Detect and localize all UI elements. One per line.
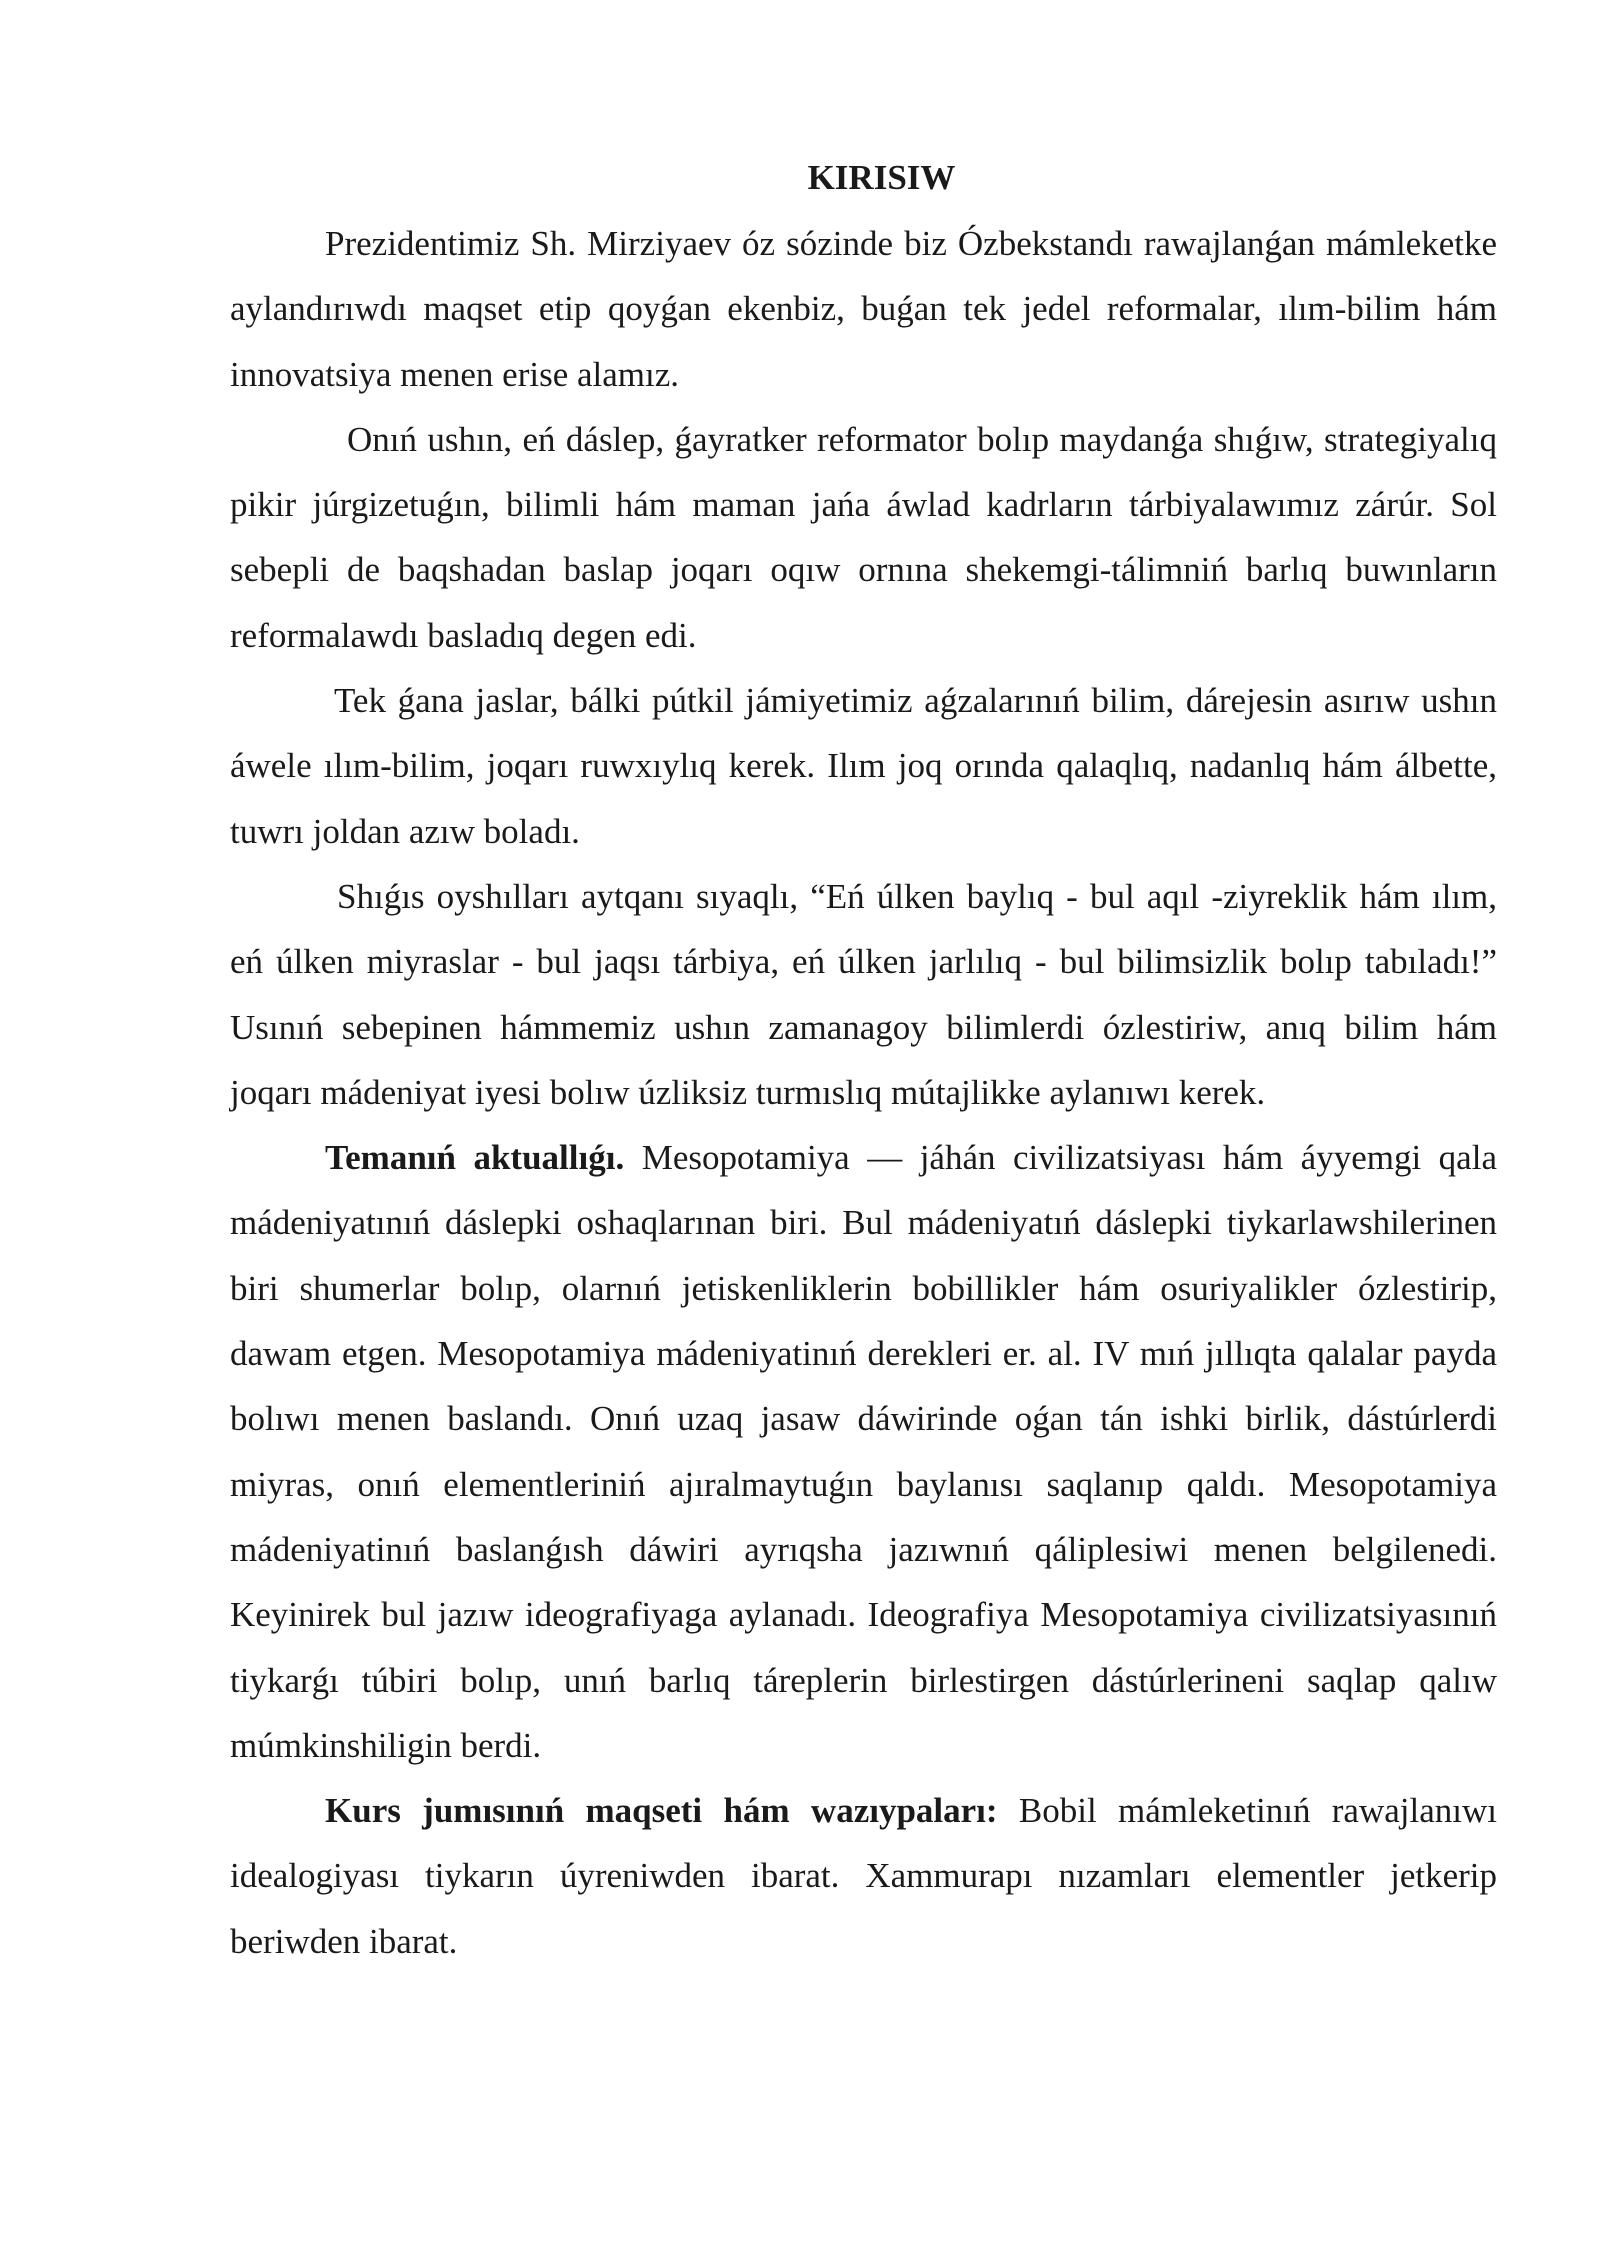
paragraph-goals [230,1778,1497,1974]
paragraph-text: Onıń ushın, eń dáslep, ǵayratker reformator bolıp maydanǵa shıǵıw, strategiyalıq pikir júrgizetuǵın, bilimli hám maman jańa áwlad kadrların tárbiyalawımız zárúr. Sol sebepli de baqshadan baslap joqarı oqıw ornına shekemgi-tálimniń barlıq buwınların reformalawdı basladıq degen edi. [230,419,1497,655]
paragraph-text: Prezidentimiz Sh. Mirziyaev óz sózinde biz Ózbekstandı rawajlanǵan mámleketke aylandırıwdı maqset etip qoyǵan ekenbiz, buǵan tek jedel reformalar, ılım-bilim hám innovatsiya menen erise alamız. [230,224,1497,394]
section-heading: KIRISIW [807,158,956,197]
paragraph [230,407,1497,668]
paragraph-lead: Kurs jumısınıń maqseti hám wazıypaları: [325,1791,998,1831]
paragraph-relevance [230,1125,1497,1778]
paragraph-text: Mesopotamiya — jáhán civilizatsiyası hám áyyemgi qala mádeniyatınıń dáslepki oshaqlarınan biri. Bul mádeniyatıń dáslepki tiykarlawshilerinen biri shumerlar bolıp, olarnıń jetiskenliklerin bobillikler hám osuriyalikler ózlestirip, dawam etgen. Mesopotamiya mádeniyatinıń derekleri er. al. IV mıń jıllıqta qalalar payda bolıwı menen baslandı. Onıń uzaq jasaw dáwirinde oǵan tán ishki birlik, dástúrlerdi miyras, onıń elementleriniń ajıralmaytuǵın baylanısı saqlanıp qaldı. Mesopotamiya mádeniyatinıń baslanǵısh dáwiri ayrıqsha jazıwnıń qáliplesiwi menen belgilenedi. Keyinirek bul jazıw ideografiyaga aylanadı. Ideografiya Mesopotamiya civilizatsiyasınıń tiykarǵı túbiri bolıp, unıń barlıq táreplerin birlestirgen dástúrlerineni saqlap qalıw múmkinshiligin berdi. [230,1138,1497,1765]
paragraph [230,668,1497,864]
paragraph-text: Shıǵıs oyshılları aytqanı sıyaqlı, “Eń úlken baylıq - bul aqıl -ziyreklik hám ılım, eń úlken miyraslar - bul jaqsı tárbiya, eń úlken jarlılıq - bul bilimsizlik bolıp tabıladı!” Usınıń sebepinen hámmemiz ushın zamanagoy bilimlerdi ózlestiriw, anıq bilim hám joqarı mádeniyat iyesi bolıw úzliksiz turmıslıq mútajlikke aylanıwı kerek. [230,876,1497,1112]
paragraph [230,864,1497,1125]
paragraph-text: Tek ǵana jaslar, bálki pútkil jámiyetimiz aǵzalarınıń bilim, dárejesin asırıw ushın áwele ılım-bilim, joqarı ruwxıylıq kerek. Ilım joq orında qalaqlıq, nadanlıq hám álbette, tuwrı joldan azıw boladı. [230,681,1497,851]
document-body [230,148,1497,1974]
paragraph-lead: Temanıń aktuallıǵı. [325,1138,625,1178]
paragraph-text: Bobil mámleketinıń rawajlanıwı idealogiyası tiykarın úyreniwden ibarat. Xammurapı nızamları elementler jetkerip beriwden ibarat. [230,1791,1497,1961]
paragraph [230,211,1497,407]
